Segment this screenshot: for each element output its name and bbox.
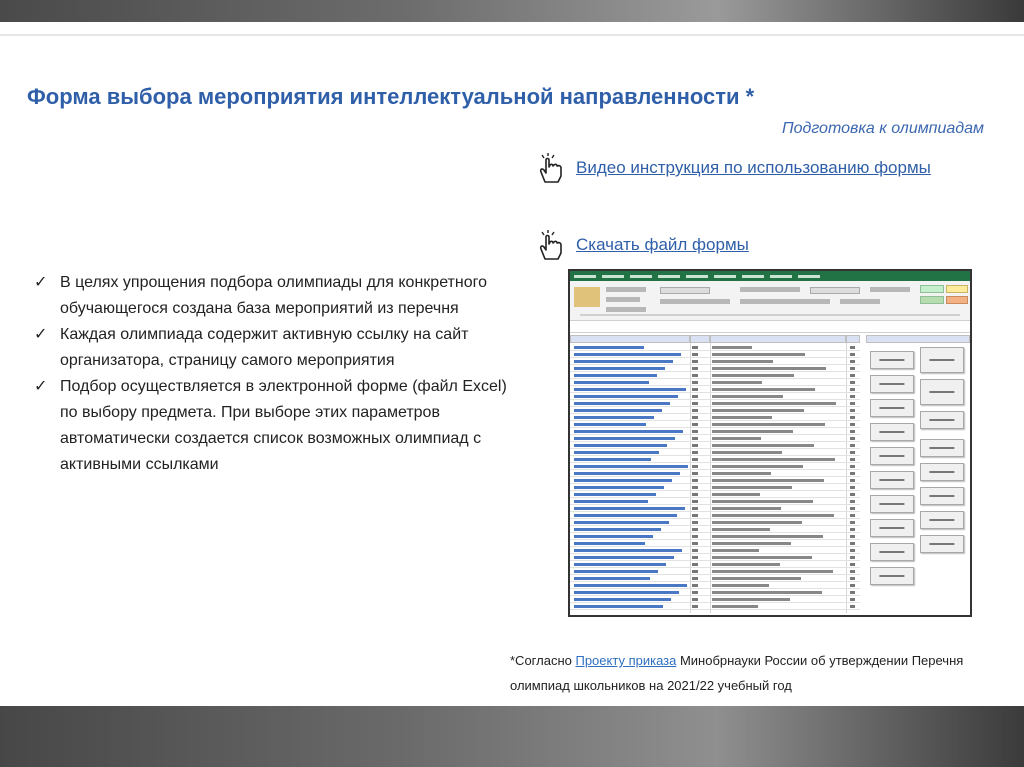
excel-table-row [570, 477, 860, 484]
excel-table-row [570, 456, 860, 463]
excel-table-row [570, 519, 860, 526]
bullet-item [32, 322, 522, 374]
excel-subject-button [920, 487, 964, 505]
bullet-text: В целях упрощения подбора олимпиады для конкретного обучающегося создана база мероприятий из перечня [60, 274, 487, 317]
excel-table-row [570, 365, 860, 372]
excel-table-row [570, 526, 860, 533]
slide-top-divider [0, 34, 1024, 36]
download-form-link-row[interactable] [536, 230, 749, 260]
excel-table-row [570, 533, 860, 540]
excel-table-row [570, 449, 860, 456]
excel-subject-button [870, 543, 914, 561]
slide-frame-bottom [0, 706, 1024, 767]
excel-table-row [570, 442, 860, 449]
excel-table-row [570, 589, 860, 596]
excel-table-row [570, 575, 860, 582]
excel-subject-button [920, 511, 964, 529]
excel-ribbon [570, 281, 970, 321]
excel-subject-button [920, 535, 964, 553]
slide [0, 22, 1024, 706]
excel-table-row [570, 568, 860, 575]
excel-subject-button [870, 567, 914, 585]
hand-pointer-icon [536, 229, 564, 261]
excel-column-header [710, 335, 846, 343]
excel-column-header [570, 335, 690, 343]
check-icon: ✓ [34, 378, 48, 395]
excel-table-row [570, 344, 860, 351]
excel-table-row [570, 498, 860, 505]
excel-table-row [570, 540, 860, 547]
excel-subject-button [870, 375, 914, 393]
footnote-prefix: *Согласно [510, 653, 576, 668]
excel-table-row [570, 547, 860, 554]
excel-table-row [570, 470, 860, 477]
excel-table-row [570, 505, 860, 512]
excel-table-row [570, 351, 860, 358]
excel-table-row [570, 386, 860, 393]
excel-table-row [570, 561, 860, 568]
excel-subject-button [920, 439, 964, 457]
download-form-link[interactable]: Скачать файл формы [576, 235, 749, 254]
footnote [510, 648, 1010, 698]
excel-subject-button [870, 399, 914, 417]
bullet-item [32, 270, 522, 322]
excel-table-row [570, 393, 860, 400]
excel-subject-button [920, 411, 964, 429]
video-instruction-link-row[interactable] [536, 153, 931, 183]
bullet-item [32, 374, 522, 478]
excel-subject-button [920, 379, 964, 405]
video-instruction-link[interactable]: Видео инструкция по использованию формы [576, 158, 931, 177]
slide-title: Форма выбора мероприятия интеллектуальной направленности * [27, 84, 755, 109]
excel-table-row [570, 379, 860, 386]
excel-table-row [570, 421, 860, 428]
excel-subject-button [870, 519, 914, 537]
project-order-link[interactable]: Проекту приказа [575, 653, 677, 668]
excel-table-row [570, 603, 860, 610]
excel-table-row [570, 414, 860, 421]
excel-table-row [570, 400, 860, 407]
excel-grid [570, 335, 970, 617]
footnote-suffix: Минобрнауки России об утверждении Перечня олимпиад школьников на 2021/22 учебный год [510, 653, 964, 693]
bullet-text: Каждая олимпиада содержит активную ссылку на сайт организатора, страницу самого мероприятия [60, 326, 469, 369]
excel-form-screenshot [568, 269, 972, 617]
excel-table-row [570, 407, 860, 414]
excel-table-row [570, 484, 860, 491]
excel-column-header [866, 335, 970, 343]
excel-table-row [570, 596, 860, 603]
excel-table-row [570, 435, 860, 442]
excel-subject-button [870, 447, 914, 465]
excel-subject-button [870, 495, 914, 513]
excel-table-row [570, 582, 860, 589]
hand-pointer-icon [536, 152, 564, 184]
excel-table-row [570, 512, 860, 519]
excel-formula-bar [570, 321, 970, 333]
excel-table-row [570, 428, 860, 435]
excel-subject-button [920, 463, 964, 481]
slide-frame-top [0, 0, 1024, 22]
excel-table-row [570, 491, 860, 498]
excel-subject-button [870, 471, 914, 489]
bullet-text: Подбор осуществляется в электронной форме (файл Excel) по выбору предмета. При выборе этих параметров автоматически создается список возможных олимпиад с активными ссылками [60, 378, 507, 473]
excel-column-header [690, 335, 710, 343]
bullet-list [32, 270, 522, 478]
excel-subject-button [920, 347, 964, 373]
excel-table-row [570, 372, 860, 379]
excel-table-row [570, 463, 860, 470]
excel-ribbon-tabs [570, 271, 970, 281]
excel-table-row [570, 554, 860, 561]
excel-column-header [846, 335, 860, 343]
excel-subject-button [870, 423, 914, 441]
check-icon: ✓ [34, 274, 48, 291]
check-icon: ✓ [34, 326, 48, 343]
excel-subject-button [870, 351, 914, 369]
slide-subtitle: Подготовка к олимпиадам [782, 120, 984, 137]
excel-table-row [570, 358, 860, 365]
